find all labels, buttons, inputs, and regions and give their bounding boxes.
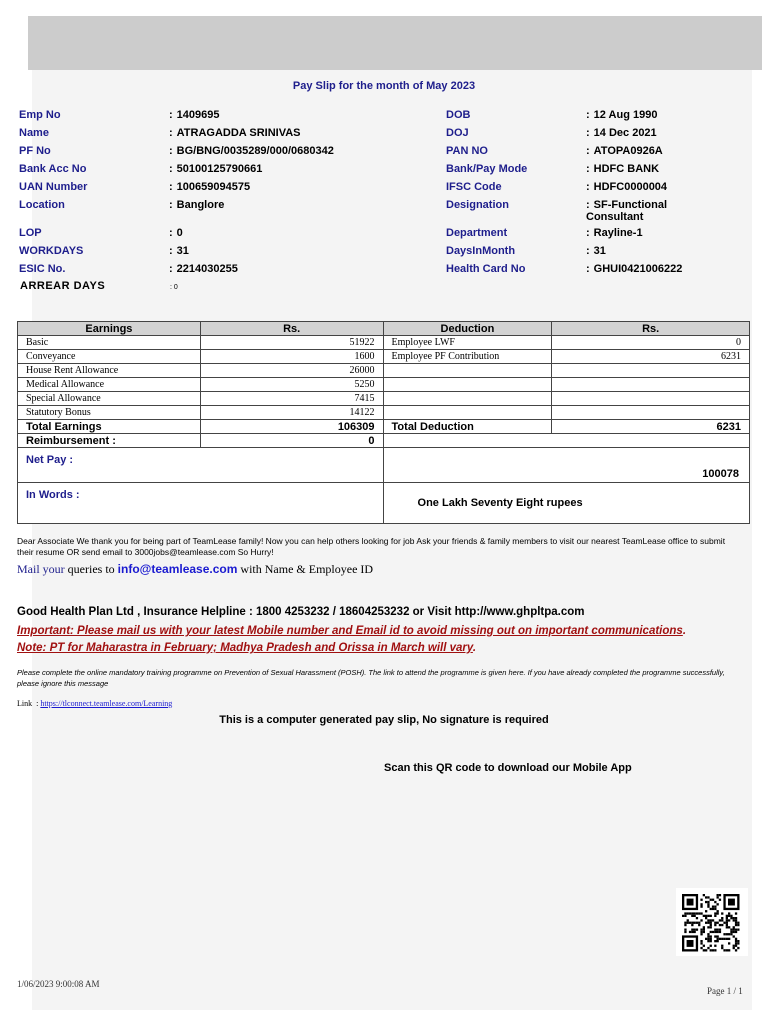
right-field-label: IFSC Code — [446, 181, 502, 193]
deduction-name: Employee LWF — [383, 336, 552, 350]
learning-link[interactable]: https://tlconnect.teamlease.com/Learning — [40, 699, 173, 708]
earnings-rs-header: Rs. — [200, 322, 383, 336]
learning-link-line: Link : https://tlconnect.teamlease.com/Learning — [17, 699, 173, 708]
left-field-value: : ATRAGADDA SRINIVAS — [169, 127, 301, 139]
table-row — [18, 350, 750, 364]
in-words-value: One Lakh Seventy Eight rupees — [383, 483, 749, 524]
total-earnings-value: 106309 — [200, 420, 383, 434]
net-pay-value: 100078 — [383, 448, 749, 483]
deduction-name — [383, 406, 552, 420]
earning-name: Conveyance — [18, 350, 201, 364]
right-field-value: : Rayline-1 — [586, 227, 643, 239]
health-plan-line: Good Health Plan Ltd , Insurance Helpline : 1800 4253232 / 18604253232 or Visit http://www.ghpltpa.com — [17, 606, 585, 618]
right-field-label: DaysInMonth — [446, 245, 516, 257]
scan-qr-text: Scan this QR code to download our Mobile App — [384, 762, 632, 774]
earning-name: Statutory Bonus — [18, 406, 201, 420]
right-field-value: : HDFC BANK — [586, 163, 660, 175]
right-field-value: : 14 Dec 2021 — [586, 127, 657, 139]
deduction-amount — [552, 392, 750, 406]
left-field-label: WORKDAYS — [19, 245, 84, 257]
deduction-amount — [552, 364, 750, 378]
left-field-value: : 2214030255 — [169, 263, 238, 275]
deduction-amount: 6231 — [552, 350, 750, 364]
posh-message: Please complete the online mandatory training programme on Prevention of Sexual Harassment (POSH). The link to attend the programme is given here. If you have already completed the programme successfully, please ignore this message — [17, 668, 725, 688]
thanks-message: Dear Associate We thank you for being part of TeamLease family! Now you can help others looking for job Ask your friends & family members to visit our nearest TeamLease office to submit their resume OR send email to 3000jobs@teamlease.com So Hurry! — [17, 536, 726, 557]
earning-amount: 51922 — [200, 336, 383, 350]
left-field-label: UAN Number — [19, 181, 88, 193]
footer-page-number: Page 1 / 1 — [707, 986, 743, 996]
right-field-label: Designation — [446, 199, 509, 211]
earning-name: House Rent Allowance — [18, 364, 201, 378]
reimbursement-label: Reimbursement : — [18, 434, 201, 448]
footer-timestamp: 1/06/2023 9:00:08 AM — [17, 979, 100, 989]
net-pay-row — [18, 448, 750, 483]
arrear-days-value: : 0 — [170, 284, 178, 291]
totals-row — [18, 420, 750, 434]
net-pay-label: Net Pay : — [18, 448, 384, 483]
right-field-value: : SF-Functional Consultant — [586, 199, 667, 223]
left-field-label: Bank Acc No — [19, 163, 87, 175]
computer-generated-note: This is a computer generated pay slip, No signature is required — [219, 714, 549, 726]
earnings-header: Earnings — [18, 322, 201, 336]
deduction-amount — [552, 406, 750, 420]
left-field-label: Location — [19, 199, 65, 211]
earning-amount: 1600 — [200, 350, 383, 364]
right-field-label: Bank/Pay Mode — [446, 163, 528, 175]
table-row — [18, 378, 750, 392]
right-field-value: : 31 — [586, 245, 606, 257]
right-field-value: : 12 Aug 1990 — [586, 109, 658, 121]
earning-name: Medical Allowance — [18, 378, 201, 392]
left-field-label: Emp No — [19, 109, 61, 121]
in-words-row — [18, 483, 750, 524]
header-logo-banner — [28, 16, 762, 70]
deduction-name — [383, 392, 552, 406]
total-earnings-label: Total Earnings — [18, 420, 201, 434]
earning-amount: 7415 — [200, 392, 383, 406]
reimbursement-row — [18, 434, 750, 448]
table-row — [18, 364, 750, 378]
table-row — [18, 392, 750, 406]
earning-amount: 14122 — [200, 406, 383, 420]
earnings-deductions-table — [17, 321, 750, 524]
left-field-value: : 100659094575 — [169, 181, 251, 193]
table-row — [18, 336, 750, 350]
left-field-value: : BG/BNG/0035289/000/0680342 — [169, 145, 334, 157]
earning-amount: 26000 — [200, 364, 383, 378]
right-field-label: PAN NO — [446, 145, 488, 157]
right-field-label: DOB — [446, 109, 471, 121]
left-field-value: : 0 — [169, 227, 183, 239]
total-deduction-label: Total Deduction — [383, 420, 552, 434]
earning-name: Basic — [18, 336, 201, 350]
earning-amount: 5250 — [200, 378, 383, 392]
right-field-value: : GHUI0421006222 — [586, 263, 683, 275]
left-field-label: ESIC No. — [19, 263, 66, 275]
deduction-amount — [552, 378, 750, 392]
arrear-days-label: ARREAR DAYS — [20, 280, 106, 292]
right-field-value: : HDFC0000004 — [586, 181, 668, 193]
right-field-label: Department — [446, 227, 508, 239]
deduction-amount: 0 — [552, 336, 750, 350]
right-field-value: : ATOPA0926A — [586, 145, 663, 157]
important-notice: Important: Please mail us with your latest Mobile number and Email id to avoid missing out on important communications. — [17, 625, 687, 637]
payslip-title: Pay Slip for the month of May 2023 — [292, 80, 476, 92]
qr-code-icon[interactable] — [676, 888, 748, 956]
table-row — [18, 406, 750, 420]
left-field-value: : 31 — [169, 245, 189, 257]
earning-name: Special Allowance — [18, 392, 201, 406]
total-deduction-value: 6231 — [552, 420, 750, 434]
right-field-label: Health Card No — [446, 263, 526, 275]
support-email-link[interactable]: info@teamlease.com — [117, 562, 238, 576]
deduction-name — [383, 378, 552, 392]
left-field-label: PF No — [19, 145, 51, 157]
deduction-name — [383, 364, 552, 378]
pt-note: Note: PT for Maharastra in February; Madhya Pradesh and Orissa in March will vary. — [17, 642, 477, 654]
left-field-value: : 50100125790661 — [169, 163, 263, 175]
in-words-label: In Words : — [18, 483, 384, 524]
left-field-label: Name — [19, 127, 49, 139]
table-header-row — [18, 322, 750, 336]
mail-queries-line: Mail your queries to info@teamlease.com with Name & Employee ID — [17, 562, 374, 576]
deduction-header: Deduction — [383, 322, 552, 336]
deduction-rs-header: Rs. — [552, 322, 750, 336]
deduction-name: Employee PF Contribution — [383, 350, 552, 364]
right-field-label: DOJ — [446, 127, 469, 139]
left-field-label: LOP — [19, 227, 42, 239]
left-field-value: : Banglore — [169, 199, 225, 211]
reimbursement-value: 0 — [200, 434, 383, 448]
left-field-value: : 1409695 — [169, 109, 220, 121]
